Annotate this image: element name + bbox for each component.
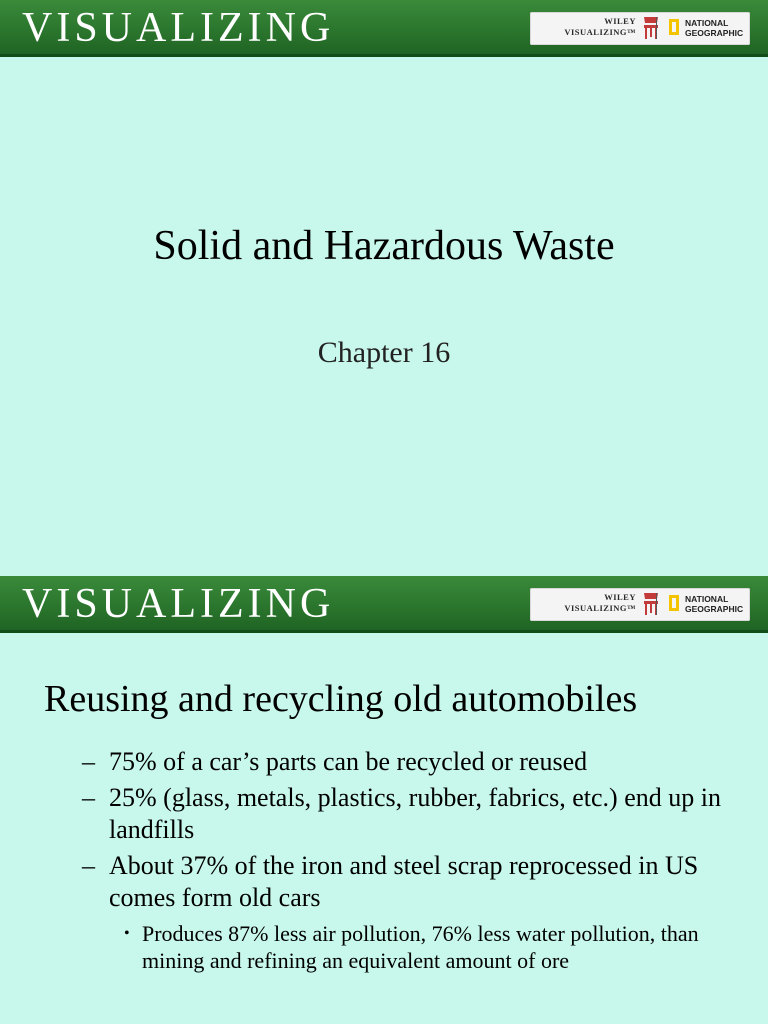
wiley-logo-text: WILEY VISUALIZING™ xyxy=(564,16,636,37)
bullet-item: – 75% of a car’s parts can be recycled or reused xyxy=(82,747,588,776)
chair-icon xyxy=(640,591,664,617)
publisher-logos xyxy=(530,12,750,45)
banner-title: VISUALIZING xyxy=(22,5,335,51)
chair-icon xyxy=(640,15,664,41)
bullet-item: – About 37% of the iron and steel scrap reprocessed in US comes form old cars xyxy=(82,851,699,912)
bullet-list xyxy=(0,746,768,974)
slide-title: Solid and Hazardous Waste xyxy=(153,223,615,269)
slide-subtitle: Chapter 16 xyxy=(317,336,451,369)
dot-bullet-icon: • xyxy=(124,925,130,942)
slide-2 xyxy=(0,576,768,1024)
dash-bullet-icon: – xyxy=(82,851,95,880)
header-banner xyxy=(0,0,768,57)
national-geographic-icon xyxy=(669,19,679,35)
sub-bullet-item: • Produces 87% less air pollution, 76% less water pollution, than mining and refining an equivalent amount of ore xyxy=(124,921,699,973)
banner-title: VISUALIZING xyxy=(22,581,335,627)
slide-title: Reusing and recycling old automobiles xyxy=(44,678,638,720)
national-geographic-logo-text: NATIONAL GEOGRAPHIC xyxy=(685,18,744,38)
dash-bullet-icon: – xyxy=(82,747,95,776)
dash-bullet-icon: – xyxy=(82,783,95,812)
national-geographic-logo-text: NATIONAL GEOGRAPHIC xyxy=(685,594,744,614)
wiley-logo-text: WILEY VISUALIZING™ xyxy=(564,592,636,613)
logo-divider xyxy=(656,593,657,615)
publisher-logos xyxy=(530,588,750,621)
bullet-item: – 25% (glass, metals, plastics, rubber, fabrics, etc.) end up in landfills xyxy=(82,783,721,844)
logo-divider xyxy=(656,17,657,39)
national-geographic-icon xyxy=(669,595,679,611)
header-banner xyxy=(0,576,768,633)
